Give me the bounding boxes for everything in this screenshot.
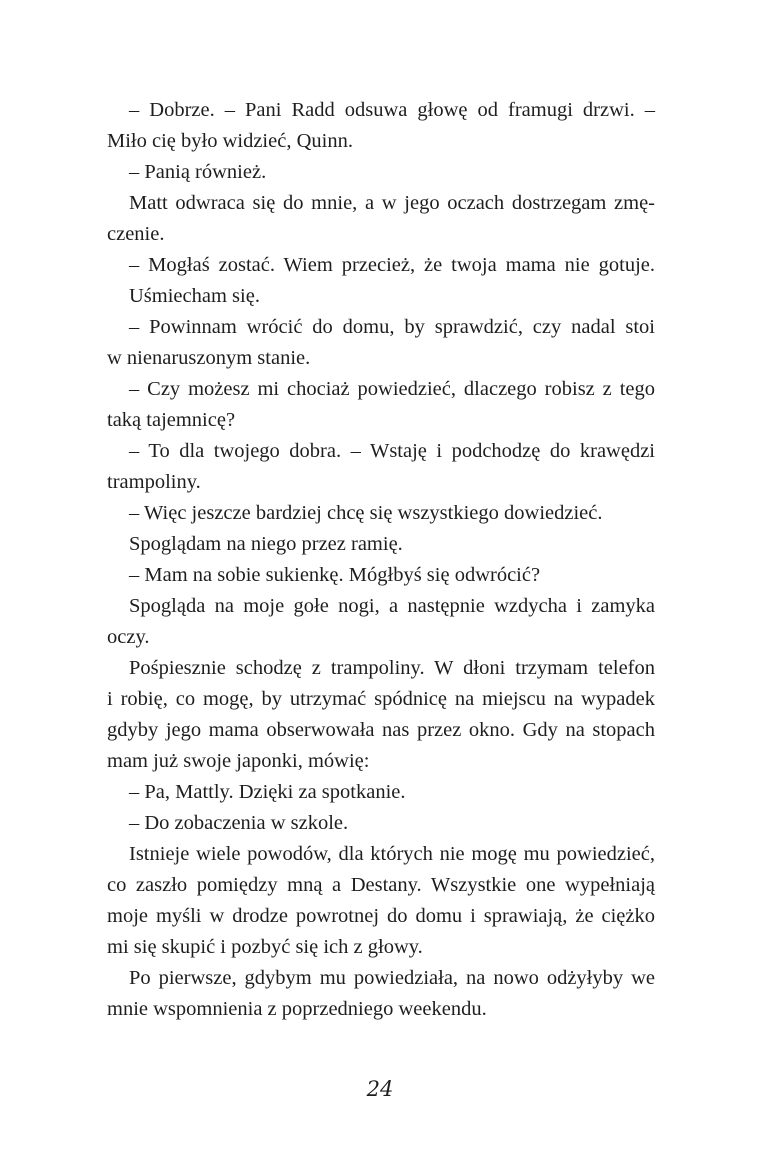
text-line: mi się skupić i pozbyć się ich z głowy.: [107, 936, 423, 958]
text-line: oczy.: [107, 626, 150, 648]
text-line: Istnieje wiele powodów, dla których nie mogę mu powiedzieć,: [129, 843, 655, 865]
text-line: Spoglądam na niego przez ramię.: [129, 533, 403, 555]
page-number: 24: [366, 1077, 394, 1101]
text-line: i robię, co mogę, by utrzymać spódnicę na miejscu na wypadek: [107, 688, 655, 710]
text-line: trampoliny.: [107, 471, 201, 493]
text-line: – Czy możesz mi chociaż powiedzieć, dlaczego robisz z tego: [129, 378, 655, 400]
text-line: Po pierwsze, gdybym mu powiedziała, na nowo odżyłyby we: [129, 967, 655, 989]
text-line: Miło cię było widzieć, Quinn.: [107, 130, 353, 152]
body-text: [107, 95, 655, 1025]
text-line: co zaszło pomiędzy mną a Destany. Wszystkie one wypełniają: [107, 874, 655, 896]
text-line: – Więc jeszcze bardziej chcę się wszystkiego dowiedzieć.: [129, 502, 603, 524]
text-line: – Dobrze. – Pani Radd odsuwa głowę od framugi drzwi. –: [129, 99, 655, 121]
text-line: Spogląda na moje gołe nogi, a następnie wzdycha i zamyka: [129, 595, 655, 617]
text-line: Uśmiecham się.: [129, 285, 260, 307]
text-line: – Panią również.: [129, 161, 267, 183]
text-line: gdyby jego mama obserwowała nas przez okno. Gdy na stopach: [107, 719, 655, 741]
text-line: mnie wspomnienia z poprzedniego weekendu.: [107, 998, 487, 1020]
text-line: moje myśli w drodze powrotnej do domu i sprawiają, że ciężko: [107, 905, 655, 927]
text-line: – Mogłaś zostać. Wiem przecież, że twoja mama nie gotuje.: [129, 254, 655, 276]
text-line: taką tajemnicę?: [107, 409, 236, 431]
text-line: czenie.: [107, 223, 165, 245]
text-line: – Mam na sobie sukienkę. Mógłbyś się odwrócić?: [129, 564, 541, 586]
text-line: Matt odwraca się do mnie, a w jego oczach dostrzegam zmę-: [129, 192, 655, 214]
text-line: – Do zobaczenia w szkole.: [129, 812, 349, 834]
text-line: – Pa, Mattly. Dzięki za spotkanie.: [129, 781, 406, 803]
text-line: – Powinnam wrócić do domu, by sprawdzić, czy nadal stoi: [129, 316, 655, 338]
text-line: Pośpiesznie schodzę z trampoliny. W dłoni trzymam telefon: [129, 657, 655, 679]
text-line: w nienaruszonym stanie.: [107, 347, 311, 369]
text-line: – To dla twojego dobra. – Wstaję i podchodzę do krawędzi: [129, 440, 655, 462]
text-line: mam już swoje japonki, mówię:: [107, 750, 370, 772]
